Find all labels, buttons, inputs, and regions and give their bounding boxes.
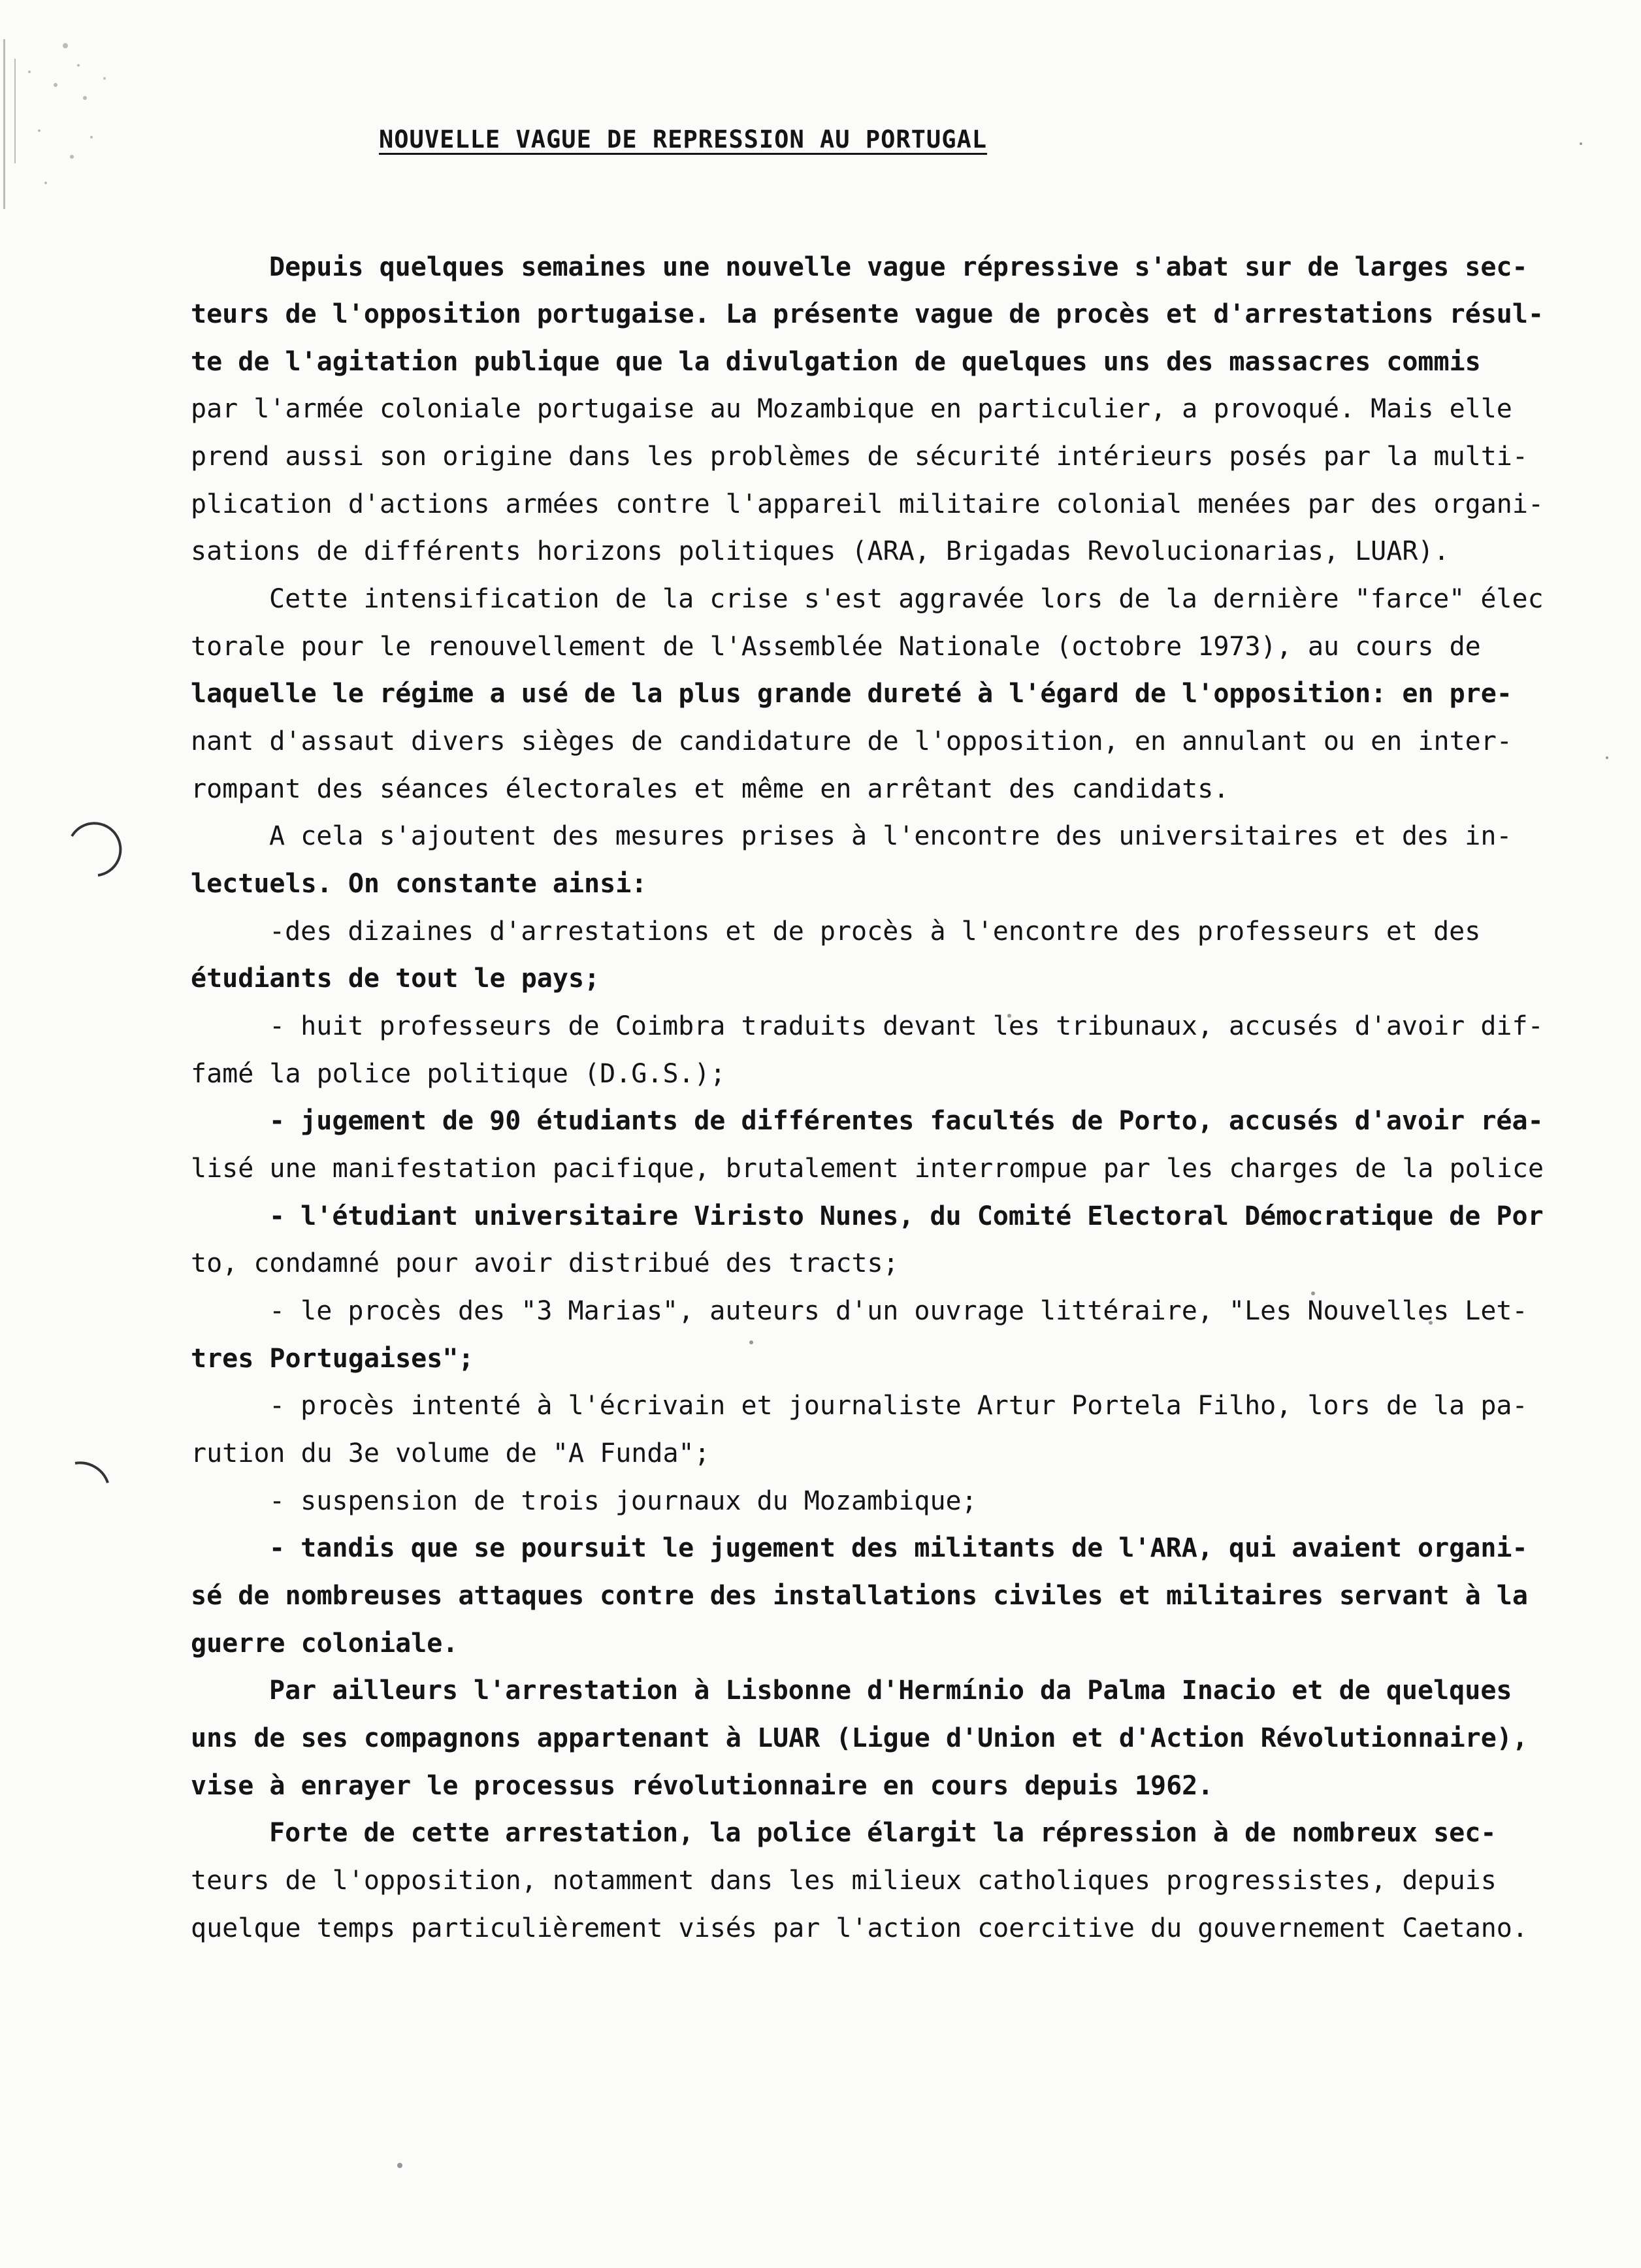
text-line: Cette intensification de la crise s'est aggravée lors de la dernière "farce" élec	[269, 584, 1544, 614]
text-line: teurs de l'opposition, notamment dans les milieux catholiques progressistes, depuis	[191, 1866, 1497, 1896]
text-line: rompant des séances électorales et même en arrêtant des candidats.	[191, 774, 1229, 804]
text-line: famé la police politique (D.G.S.);	[191, 1059, 726, 1089]
text-line: - tandis que se poursuit le jugement des militants de l'ARA, qui avaient organi-	[269, 1533, 1528, 1563]
text-line: - huit professeurs de Coimbra traduits devant les tribunaux, accusés d'avoir dif-	[269, 1011, 1544, 1041]
text-line: te de l'agitation publique que la divulgation de quelques uns des massacres commis	[191, 347, 1481, 377]
text-line: torale pour le renouvellement de l'Assemblée Nationale (octobre 1973), au cours de	[191, 632, 1481, 662]
text-line: nant d'assaut divers sièges de candidature de l'opposition, en annulant ou en inter-	[191, 726, 1512, 756]
text-line: Forte de cette arrestation, la police élargit la répression à de nombreux sec-	[269, 1818, 1497, 1848]
page-title: NOUVELLE VAGUE DE REPRESSION AU PORTUGAL	[379, 125, 988, 154]
scan-noise-top-left	[3, 39, 106, 209]
text-line: quelque temps particulièrement visés par l'action coercitive du gouvernement Caetano.	[191, 1913, 1528, 1943]
text-line: sé de nombreuses attaques contre des installations civiles et militaires servant à la	[191, 1581, 1528, 1611]
text-line: étudiants de tout le pays;	[191, 964, 600, 994]
text-line: - l'étudiant universitaire Viristo Nunes, du Comité Electoral Démocratique de Por	[269, 1201, 1544, 1231]
text-line: rution du 3e volume de "A Funda";	[191, 1438, 710, 1468]
text-line: - le procès des "3 Marias", auteurs d'un ouvrage littéraire, "Les Nouvelles Let-	[269, 1296, 1528, 1326]
text-line: lisé une manifestation pacifique, brutalement interrompue par les charges de la police	[191, 1154, 1544, 1184]
text-line: laquelle le régime a usé de la plus grande dureté à l'égard de l'opposition: en pre-	[191, 679, 1512, 709]
text-line: prend aussi son origine dans les problèmes de sécurité intérieurs posés par la multi-	[191, 442, 1528, 472]
text-line: vise à enrayer le processus révolutionnaire en cours depuis 1962.	[191, 1771, 1214, 1801]
text-line: -des dizaines d'arrestations et de procès à l'encontre des professeurs et des	[269, 916, 1481, 947]
text-line: plication d'actions armées contre l'appareil militaire colonial menées par des organi-	[191, 489, 1544, 519]
text-line: - jugement de 90 étudiants de différentes facultés de Porto, accusés d'avoir réa-	[269, 1106, 1544, 1136]
text-line: teurs de l'opposition portugaise. La présente vague de procès et d'arrestations résul-	[191, 299, 1544, 329]
text-line: to, condamné pour avoir distribué des tracts;	[191, 1248, 899, 1278]
text-line: Depuis quelques semaines une nouvelle vague répressive s'abat sur de larges sec-	[269, 252, 1528, 282]
text-line: A cela s'ajoutent des mesures prises à l'encontre des universitaires et des in-	[269, 821, 1512, 851]
text-line: sations de différents horizons politiques (ARA, Brigadas Revolucionarias, LUAR).	[191, 536, 1450, 566]
text-line: - suspension de trois journaux du Mozambique;	[269, 1486, 977, 1516]
text-line: guerre coloniale.	[191, 1628, 459, 1659]
punch-hole-top	[72, 823, 120, 875]
text-line: - procès intenté à l'écrivain et journaliste Artur Portela Filho, lors de la pa-	[269, 1391, 1528, 1421]
text-line: lectuels. On constante ainsi:	[191, 869, 647, 899]
punch-hole-bottom	[75, 1463, 108, 1483]
text-line: Par ailleurs l'arrestation à Lisbonne d'Hermínio da Palma Inacio et de quelques	[269, 1676, 1512, 1706]
text-line: par l'armée coloniale portugaise au Mozambique en particulier, a provoqué. Mais elle	[191, 394, 1512, 424]
text-line: tres Portugaises";	[191, 1344, 474, 1374]
text-line: uns de ses compagnons appartenant à LUAR (Ligue d'Union et d'Action Révolutionnaire),	[191, 1723, 1528, 1753]
